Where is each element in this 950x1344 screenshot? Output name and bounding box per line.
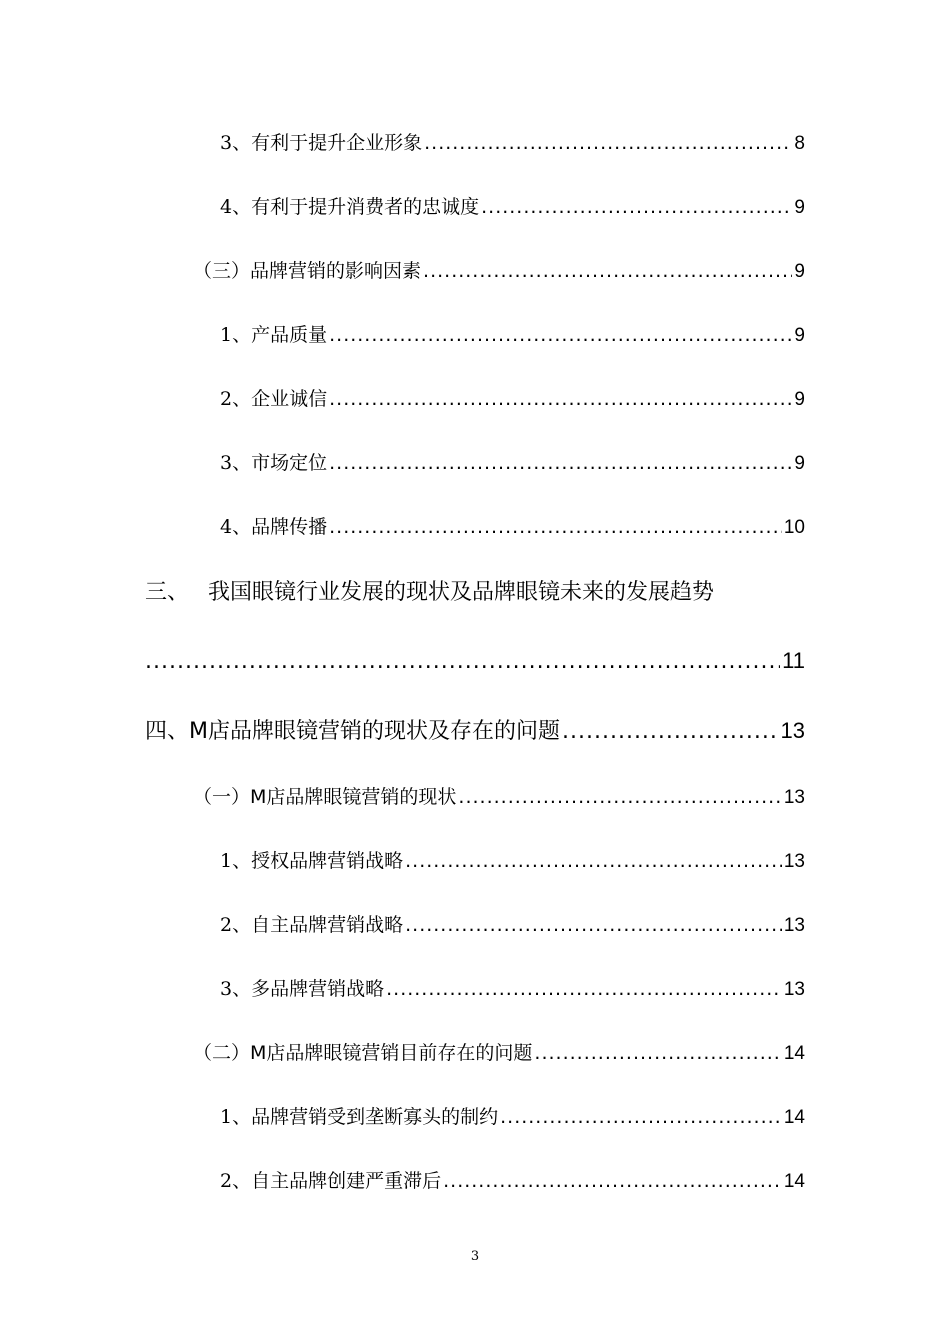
toc-leader <box>329 516 782 538</box>
toc-entry-page: 13 <box>783 979 805 1000</box>
toc-entry[interactable] <box>220 320 805 347</box>
toc-leader <box>481 196 792 218</box>
toc-entry-number: （三） <box>193 260 251 282</box>
toc-entry-title: 我国眼镜行业发展的现状及品牌眼镜未来的发展趋势 <box>208 580 715 605</box>
toc-leader <box>443 1170 782 1192</box>
toc-entry[interactable] <box>193 1038 805 1065</box>
toc-entry-page: 8 <box>794 133 805 154</box>
toc-entry-number: 四、 <box>145 719 190 744</box>
toc-entry-number: 3、 <box>220 132 252 154</box>
toc-leader <box>423 260 792 282</box>
toc-entry-page: 13 <box>783 915 805 936</box>
page-number: 3 <box>470 1249 480 1264</box>
toc-entry-number: 1、 <box>220 850 252 872</box>
toc-entry-page: 10 <box>783 517 805 538</box>
toc-entry-page: 14 <box>783 1107 805 1128</box>
toc-entry[interactable] <box>220 128 805 155</box>
toc-entry-page: 9 <box>794 261 805 282</box>
toc-leader <box>424 132 792 154</box>
toc-entry[interactable] <box>220 1166 805 1193</box>
toc-entry-page: 14 <box>783 1171 805 1192</box>
toc-entry-number: 4、 <box>220 516 252 538</box>
toc-entry[interactable] <box>220 384 805 411</box>
toc-entry-title: 品牌营销受到垄断寡头的制约 <box>251 1106 499 1128</box>
toc-entry[interactable] <box>193 256 805 283</box>
toc-entry-page: 14 <box>783 1043 805 1064</box>
toc-entry-number: （一） <box>193 786 251 808</box>
toc-entry-number: 2、 <box>220 388 252 410</box>
toc-entry-number: 4、 <box>220 196 252 218</box>
toc-entry-title: 品牌传播 <box>251 516 328 538</box>
toc-entry[interactable] <box>145 714 805 745</box>
toc-entry-page: 9 <box>794 197 805 218</box>
toc-leader <box>534 1042 781 1064</box>
toc-leader <box>329 324 792 346</box>
toc-entry-page: 9 <box>794 453 805 474</box>
toc-entry-title: 品牌营销的影响因素 <box>250 260 422 282</box>
toc-leader <box>329 388 792 410</box>
toc-entry[interactable] <box>220 1102 805 1129</box>
toc-entry[interactable] <box>145 575 805 606</box>
toc-leader <box>145 649 780 674</box>
toc-entry-title: M店品牌眼镜营销的现状 <box>250 786 457 808</box>
toc-leader <box>329 452 792 474</box>
toc-entry-continuation[interactable] <box>145 648 805 674</box>
toc-entry-number: 三、 <box>145 580 190 605</box>
toc-entry-number: 1、 <box>220 1106 252 1128</box>
toc-entry-number: 1、 <box>220 324 252 346</box>
toc-entry-number: 3、 <box>220 978 252 1000</box>
toc-leader <box>458 786 781 808</box>
toc-entry-title: M店品牌眼镜营销的现状及存在的问题 <box>189 719 560 744</box>
toc-entry-page: 13 <box>783 787 805 808</box>
toc-entry-page: 13 <box>783 851 805 872</box>
toc-leader <box>405 850 782 872</box>
toc-entry-number: 2、 <box>220 914 252 936</box>
toc-entry-page: 13 <box>780 718 805 743</box>
toc-leader <box>386 978 782 1000</box>
toc-entry[interactable] <box>193 782 805 809</box>
toc-entry-title: 企业诚信 <box>251 388 328 410</box>
toc-leader <box>405 914 782 936</box>
toc-entry-page: 11 <box>782 648 805 673</box>
toc-entry-title: 市场定位 <box>251 452 328 474</box>
toc-entry-title: M店品牌眼镜营销目前存在的问题 <box>250 1042 533 1064</box>
toc-entry-title: 授权品牌营销战略 <box>251 850 404 872</box>
toc-leader <box>500 1106 782 1128</box>
toc-entry-title: 多品牌营销战略 <box>251 978 385 1000</box>
toc-entry[interactable] <box>220 910 805 937</box>
toc-entry-title: 产品质量 <box>251 324 328 346</box>
toc-entry[interactable] <box>220 448 805 475</box>
toc-entry-title: 有利于提升消费者的忠诚度 <box>251 196 480 218</box>
toc-entry-page: 9 <box>794 325 805 346</box>
toc-entry-number: （二） <box>193 1042 251 1064</box>
toc-entry[interactable] <box>220 846 805 873</box>
toc-leader <box>562 719 779 744</box>
toc-entry-title: 自主品牌创建严重滞后 <box>251 1170 442 1192</box>
toc-entry-number: 3、 <box>220 452 252 474</box>
toc-entry[interactable] <box>220 974 805 1001</box>
toc-entry-title: 有利于提升企业形象 <box>251 132 423 154</box>
toc-entry-page: 9 <box>794 389 805 410</box>
toc-entry[interactable] <box>220 192 805 219</box>
toc-entry-number: 2、 <box>220 1170 252 1192</box>
toc-entry-title: 自主品牌营销战略 <box>251 914 404 936</box>
toc-entry[interactable] <box>220 512 805 539</box>
